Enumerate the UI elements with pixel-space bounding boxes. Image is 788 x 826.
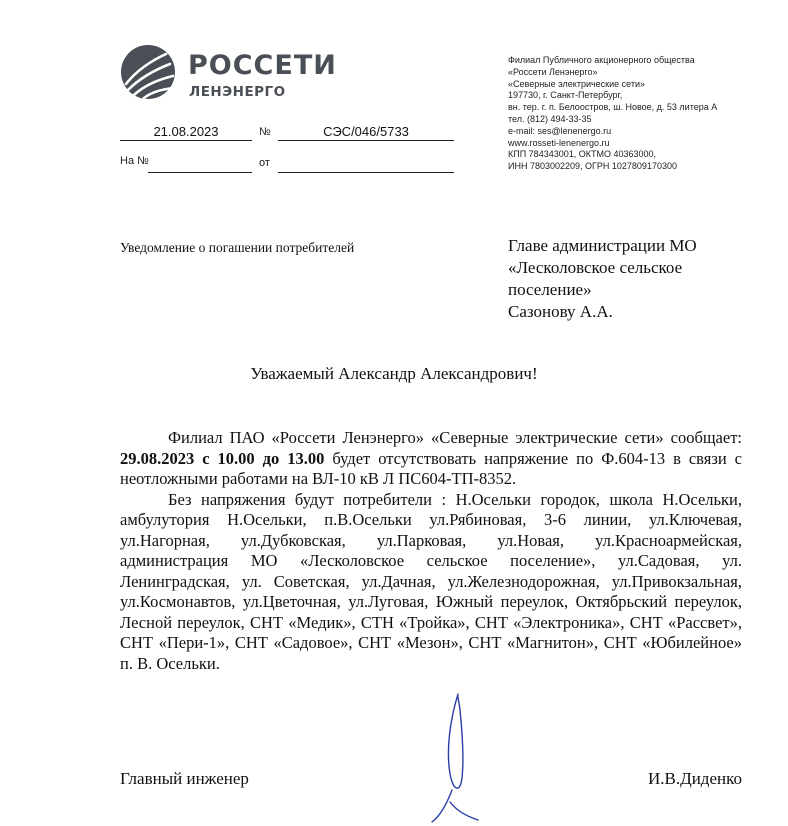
reply-number-label: На № xyxy=(120,155,149,167)
greeting: Уважаемый Александр Александрович! xyxy=(250,364,538,383)
outgoing-date: 21.08.2023 xyxy=(120,124,252,141)
outgoing-number: СЭС/046/5733 xyxy=(278,124,454,141)
brand-name: РОССЕТИ xyxy=(188,50,337,81)
body-paragraph-1 xyxy=(120,428,742,490)
body-paragraph-2: Без напряжения будут потребители : Н.Осельки городок, школа Н.Осельки, амбулутория Н.Осельки, п.В.Осельки ул.Рябиновая, 3-6 линии, ул.Ключевая, ул.Нагорная, ул.Дубковская, ул.Парковая, ул.Новая, ул.Красноармейская, администрация МО «Лесколовское сельское поселение», ул.Садовая, ул. Ленинградская, ул. Советская, ул.Дачная, ул.Железнодорожная, ул.Привокзальная, ул.Космонавтов, ул.Цветочная, ул.Луговая, Южный переулок, Октябрьский переулок, Лесной переулок, СНТ «Медик», СТН «Тройка», СНТ «Электроника», СНТ «Рассвет», СНТ «Пери-1», СНТ «Садовое», СНТ «Мезон», СНТ «Магнитон», СНТ «Юбилейное» п. В. Осельки. xyxy=(120,489,742,673)
letter-subject: Уведомление о погашении потребителей xyxy=(120,240,355,255)
rosseti-logo-icon xyxy=(120,44,176,100)
org-line: Филиал Публичного акционерного общества xyxy=(508,55,695,65)
letter-body xyxy=(120,428,742,674)
number-label: № xyxy=(259,126,271,138)
addressee-line: «Лесколовское сельское xyxy=(508,258,683,277)
brand-subtitle: ЛЕНЭНЕРГО xyxy=(189,84,286,100)
org-line: тел. (812) 494-33-35 xyxy=(508,113,592,124)
org-line: вн. тер. г. п. Белоостров, ш. Новое, д. 53 литера А xyxy=(508,102,718,113)
org-line: www.rosseti-lenenergo.ru xyxy=(508,137,610,148)
addressee-line: Сазонову А.А. xyxy=(508,302,613,321)
body-text-span: Филиал ПАО «Россети Ленэнерго» «Северные электрические сети» сообщает: xyxy=(168,428,742,447)
org-line: «Северные электрические сети» xyxy=(508,78,646,89)
org-line: КПП 784343001, ОКТМО 40363000, xyxy=(508,149,657,160)
signatory-name: И.В.Диденко xyxy=(648,769,742,788)
reply-date xyxy=(278,156,454,173)
org-line: 197730, г. Санкт-Петербург, xyxy=(508,90,623,101)
reply-number xyxy=(148,156,252,173)
organization-details xyxy=(508,55,717,173)
from-label: от xyxy=(259,157,270,169)
handwritten-signature-icon xyxy=(420,690,490,826)
addressee-line: Главе администрации МО xyxy=(508,236,697,255)
org-line: e-mail: ses@lenenergo.ru xyxy=(508,125,612,136)
signatory-position: Главный инженер xyxy=(120,769,249,788)
outage-time: 29.08.2023 с 10.00 до 13.00 xyxy=(120,448,325,468)
org-line: «Россети Ленэнерго» xyxy=(508,66,598,77)
org-line: ИНН 7803002209, ОГРН 1027809170300 xyxy=(508,161,677,172)
addressee-line: поселение» xyxy=(508,280,592,299)
addressee-block xyxy=(508,235,697,323)
body-text-span: будет отсутствовать напряжение по Ф.604-13 в связи с неотложными работами на ВЛ-10 кВ Л ПС604-ТП-8352. xyxy=(120,448,742,488)
